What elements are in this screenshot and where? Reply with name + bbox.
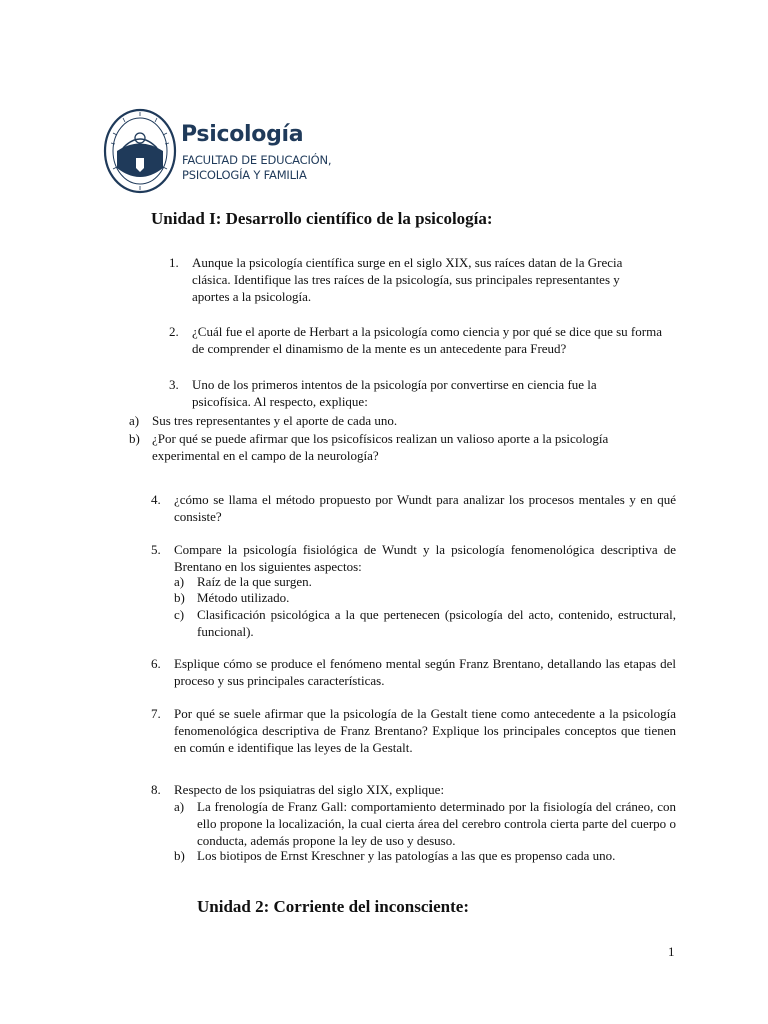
question-3-b-text: ¿Por qué se puede afirmar que los psicofísicos realizan un valioso aporte a la psicología experimental en el campo de la neurología? (152, 431, 609, 463)
logo-title: Psicología (181, 122, 304, 147)
question-1-text: Aunque la psicología científica surge en el siglo XIX, sus raíces datan de la Grecia clásica. Identifique las tres raíces de la psicología, sus principales representantes y aportes a la psicología. (192, 255, 623, 304)
question-5-b-text: Método utilizado. (197, 590, 290, 605)
question-5-a-marker: a) (174, 574, 185, 589)
question-1-number: 1. (169, 255, 179, 270)
question-5-text: Compare la psicología fisiológica de Wundt y la psicología fenomenológica descriptiva de Brentano en los siguientes aspectos: (174, 542, 676, 574)
question-3-text: Uno de los primeros intentos de la psicología por convertirse en ciencia fue la psicofísica. Al respecto, explique: (192, 377, 597, 409)
question-2-number: 2. (169, 324, 179, 339)
unit-2-heading: Unidad 2: Corriente del inconsciente: (197, 897, 469, 916)
question-5-b-marker: b) (174, 590, 185, 605)
question-5-a-text: Raíz de la que surgen. (197, 574, 312, 589)
question-3-b-marker: b) (129, 431, 140, 446)
question-5-c-text: Clasificación psicológica a la que pertenecen (psicología del acto, contenido, estructural, funcional). (197, 607, 676, 639)
university-seal-icon (103, 108, 177, 194)
question-3-a-marker: a) (129, 413, 140, 428)
question-5-number: 5. (151, 542, 161, 557)
question-8-a-text: La frenología de Franz Gall: comportamiento determinado por la fisiología del cráneo, con ello propone la localización, la cual cierta área del cerebro controla cierta parte del cuerpo o conducta, además propone la ley de uso y desuso. (197, 799, 676, 848)
question-8-b-marker: b) (174, 848, 185, 863)
question-8-a-marker: a) (174, 799, 185, 814)
question-5-c-marker: c) (174, 607, 185, 622)
question-8-number: 8. (151, 782, 161, 797)
question-7-number: 7. (151, 706, 161, 721)
question-4-number: 4. (151, 492, 161, 507)
logo-subtitle-line-1: FACULTAD DE EDUCACIÓN, (182, 153, 332, 167)
question-6-number: 6. (151, 656, 161, 671)
question-3-number: 3. (169, 377, 179, 392)
question-8-b-text: Los biotipos de Ernst Kreschner y las patologías a las que es propenso cada uno. (197, 848, 616, 863)
question-6-text: Esplique cómo se produce el fenómeno mental según Franz Brentano, detallando las etapas del proceso y sus principales características. (174, 656, 676, 688)
unit-1-heading: Unidad I: Desarrollo científico de la psicología: (151, 209, 493, 228)
question-7-text: Por qué se suele afirmar que la psicología de la Gestalt tiene como antecedente a la psicología fenomenológica descriptiva de Franz Brentano? Explique los principales conceptos que tienen en común e identifique las leyes de la Gestalt. (174, 706, 676, 755)
question-2-text: ¿Cuál fue el aporte de Herbart a la psicología como ciencia y por qué se dice que su forma de comprender el dinamismo de la mente es un antecedente para Freud? (192, 324, 662, 356)
page-number: 1 (668, 944, 675, 959)
question-4-text: ¿cómo se llama el método propuesto por Wundt para analizar los procesos mentales y en qué consiste? (174, 492, 676, 524)
question-3-a-text: Sus tres representantes y el aporte de cada uno. (152, 413, 398, 428)
logo-subtitle-line-2: PSICOLOGÍA Y FAMILIA (182, 168, 307, 182)
question-8-text: Respecto de los psiquiatras del siglo XIX, explique: (174, 782, 445, 797)
